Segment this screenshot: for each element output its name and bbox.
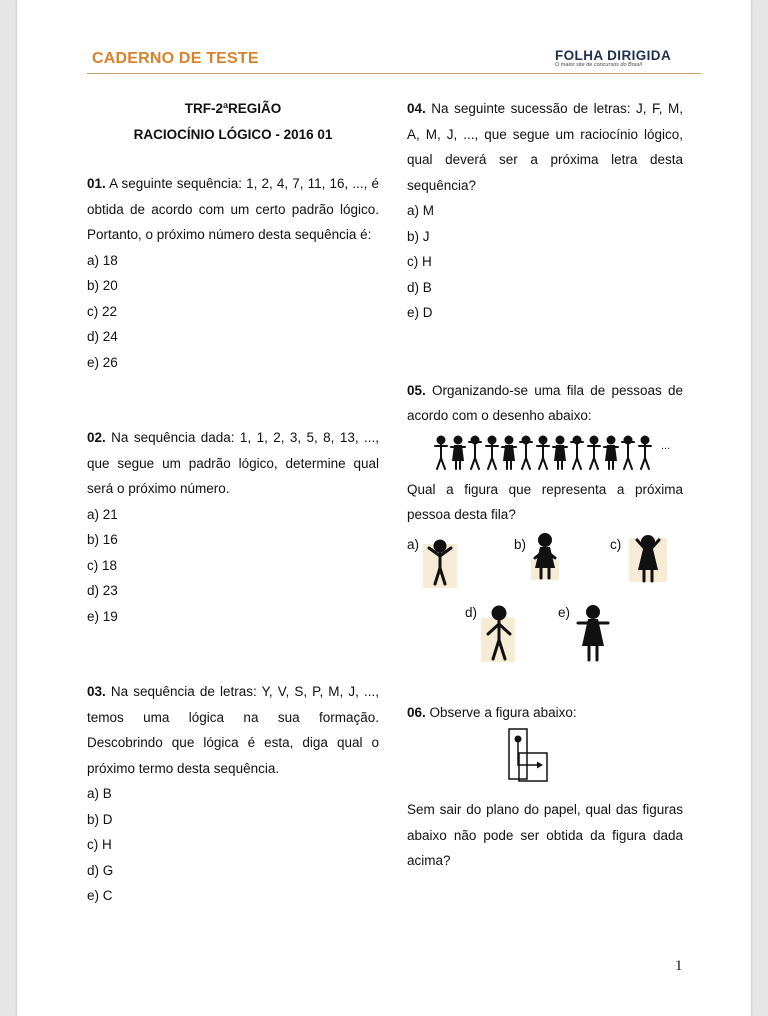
- option-c: c) H: [87, 837, 112, 852]
- question-number: 06.: [407, 704, 426, 720]
- option-a: a) 18: [87, 252, 118, 268]
- option-e: e) C: [87, 888, 113, 903]
- option-c: c) 18: [87, 557, 118, 573]
- question-number: 02.: [87, 430, 106, 445]
- brand-tagline: O maior site de concursos do Brasil: [555, 62, 642, 68]
- figure-label-c: c): [610, 536, 622, 552]
- question-06: [407, 700, 683, 874]
- row-ellipsis: ...: [661, 439, 671, 452]
- figure-label-b: b): [514, 536, 527, 552]
- option-e: e) 19: [87, 608, 118, 624]
- option-d: d) 23: [87, 583, 118, 598]
- option-b: b) 16: [87, 532, 118, 547]
- question-02: [87, 425, 379, 629]
- question-04: [407, 96, 683, 326]
- path-diagram-icon: [495, 727, 559, 791]
- option-e: e) 26: [87, 354, 118, 370]
- question-05-prompt: Qual a figura que representa a próxima pessoa desta fila?: [407, 481, 683, 522]
- question-05: [407, 378, 683, 666]
- question-03: [87, 679, 379, 909]
- option-a: a) B: [87, 786, 112, 801]
- question-number: 05.: [407, 382, 426, 398]
- question-number: 04.: [407, 101, 426, 116]
- document-page: [17, 0, 751, 1016]
- option-c: c) 22: [87, 303, 118, 319]
- people-row-figure: [407, 429, 683, 477]
- page-number: 1: [675, 958, 683, 974]
- figure-label-a: a): [407, 536, 420, 552]
- answer-figures: [407, 528, 683, 666]
- figure-label-d: d): [465, 604, 478, 620]
- figure-d-man-icon: [479, 604, 519, 664]
- question-06-prompt: Sem sair do plano do papel, qual das figuras abaixo não pode ser obtida da figura dada acima?: [407, 802, 683, 868]
- option-b: b) 20: [87, 278, 118, 293]
- header-divider: [87, 73, 701, 74]
- people-sequence-icon: [407, 429, 683, 477]
- option-d: d) G: [87, 862, 114, 878]
- figure-label-e: e): [558, 604, 571, 620]
- option-b: b) J: [407, 228, 430, 244]
- option-a: a) M: [407, 203, 434, 218]
- brand-name: FOLHA DIRIGIDA: [555, 48, 672, 63]
- option-e: e) D: [407, 305, 433, 320]
- question-number: 01.: [87, 176, 106, 191]
- question-text: Na seguinte sucessão de letras: J, F, M, A, M, J, ..., que segue um raciocínio lógico, qual deverá ser a próxima letra desta sequência?: [407, 101, 683, 193]
- question-text: Na sequência dada: 1, 1, 2, 3, 5, 8, 13, ..., que segue um padrão lógico, determine qual será o próximo número.: [87, 430, 379, 496]
- right-column: [407, 96, 683, 874]
- exam-title-line2: RACIOCÍNIO LÓGICO - 2016 01: [133, 126, 333, 142]
- question-01: [87, 171, 379, 375]
- exam-title-line1: TRF-2ªREGIÃO: [184, 101, 282, 116]
- question-text: Observe a figura abaixo:: [429, 704, 577, 720]
- option-c: c) H: [407, 254, 432, 269]
- option-d: d) 24: [87, 329, 118, 344]
- question-text: Na sequência de letras: Y, V, S, P, M, J, ..., temos uma lógica na sua formação. Descobrindo que lógica é esta, diga qual o próximo termo desta sequência.: [87, 684, 379, 776]
- option-b: b) D: [87, 811, 113, 827]
- question-number: 03.: [87, 684, 106, 699]
- path-figure: [407, 725, 683, 797]
- header-title: CADERNO DE TESTE: [92, 50, 259, 67]
- option-d: d) B: [407, 279, 432, 295]
- figure-e-woman-arms-out-icon: [575, 604, 611, 664]
- figure-a-man-arms-up-icon: [423, 536, 459, 588]
- question-text: A seguinte sequência: 1, 2, 4, 7, 11, 16, ..., é obtida de acordo com um certo padrão lógico. Portanto, o próximo número desta sequência é:: [87, 176, 379, 242]
- left-column: [87, 96, 379, 909]
- option-a: a) 21: [87, 506, 118, 522]
- figure-c-woman-arms-up-icon: [625, 532, 669, 584]
- brand-logo: [555, 48, 695, 68]
- question-text: Organizando-se uma fila de pessoas de acordo com o desenho abaixo:: [407, 382, 683, 423]
- figure-b-woman-icon: [529, 532, 561, 582]
